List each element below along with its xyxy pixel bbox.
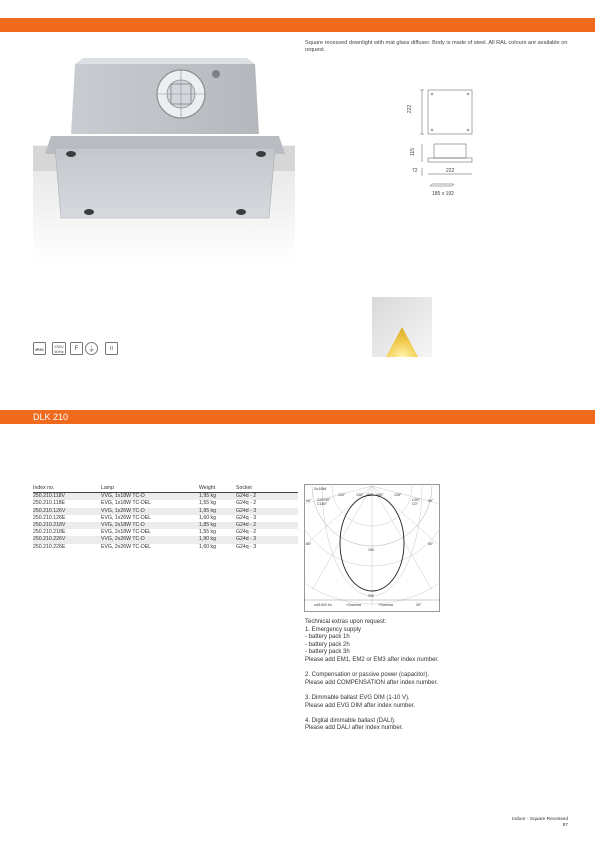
table-row	[33, 493, 298, 500]
earth-icon: ⏚	[85, 342, 98, 355]
cell-weight: 1,90 kg	[199, 536, 217, 543]
cell-socket: G24d - 3	[236, 536, 257, 543]
dim-top-label: 222	[407, 104, 414, 114]
cell-index: 250.210.126V	[33, 507, 66, 514]
cell-weight: 1,55 kg	[199, 500, 217, 507]
product-photo	[33, 36, 295, 262]
table-header	[33, 485, 298, 493]
light-distribution-illustration	[372, 297, 432, 357]
cell-weight: 1,60 kg	[199, 543, 217, 550]
cell-lamp: VVG, 1x18W TC-D	[101, 493, 145, 500]
polar-angle-right-mid: 60°	[428, 542, 434, 546]
polar-gamma-right: +Gamma	[378, 603, 393, 607]
polar-c-right-1: C90°	[412, 498, 421, 502]
tech-line: Please add DALI after index number.	[305, 725, 404, 732]
cell-lamp: EVG, 1x18W TC-DEL	[101, 500, 152, 507]
polar-angle-top-1: 120°	[338, 493, 346, 497]
cell-weight: 1,95 kg	[199, 507, 217, 514]
dim-side-label: 72	[412, 168, 418, 174]
table-row	[33, 536, 298, 543]
tech-line: 3. Dimmable ballast EVG DIM (1-10 V).	[305, 694, 410, 701]
polar-angle-right-top: 90°	[428, 499, 434, 503]
cell-weight: 1,85 kg	[199, 521, 217, 528]
table-row	[33, 515, 298, 522]
polar-c-right-2: C0°	[412, 502, 419, 506]
dim-bottom-label: 222	[446, 168, 455, 174]
polar-angle-top-4: 180°	[376, 493, 384, 497]
class-icon: II	[105, 342, 118, 355]
polar-unit: cd/1000 lm	[314, 603, 332, 607]
cell-index: 250.210.118V	[33, 493, 65, 500]
cell-weight: 1,95 kg	[199, 493, 217, 500]
polar-ring-300: 300	[368, 594, 374, 598]
cell-socket: G24q - 3	[236, 543, 257, 550]
header-accent-bar	[0, 18, 595, 32]
tech-line: - battery pack 3h	[305, 649, 350, 656]
header-socket: Socket	[236, 485, 252, 491]
dim-height-label: 115	[409, 148, 416, 156]
cell-lamp: EVG, 2x26W TC-DEL	[101, 543, 152, 550]
table-row	[33, 544, 298, 551]
polar-angle-top-5: 135°	[394, 493, 402, 497]
cell-socket: G24q - 2	[236, 500, 257, 507]
voltage-icon: 230V 50Hz	[52, 342, 66, 355]
tech-line: Please add COMPENSATION after index number.	[305, 679, 438, 686]
polar-angle-left-mid: 60°	[306, 542, 312, 546]
header-weight: Weight	[199, 485, 216, 491]
polar-ring-150: 150	[368, 548, 374, 552]
table-row	[33, 522, 298, 529]
polar-distribution-diagram	[304, 484, 440, 612]
page-footer	[512, 817, 568, 829]
cell-index: 250.210.226E	[33, 543, 66, 550]
cell-index: 250.210.126E	[33, 514, 66, 521]
cell-lamp: EVG, 1x26W TC-DEL	[101, 514, 152, 521]
product-title: DLK 210	[33, 412, 69, 422]
tech-line: 1. Emergency supply	[305, 626, 362, 633]
table-body	[33, 493, 298, 551]
tech-line: 4. Digital dimmable ballast (DALI).	[305, 717, 396, 724]
header-index: Index no.	[33, 485, 55, 491]
technical-extras	[305, 619, 505, 733]
polar-angle-top-2: 135°	[356, 493, 364, 497]
table-row	[33, 500, 298, 507]
dimension-drawing	[400, 88, 490, 208]
polar-angle-left-top: 90°	[306, 499, 312, 503]
tech-line: Please add EVG DIM after index number.	[305, 702, 416, 709]
f-mark-icon: F	[70, 342, 83, 355]
cell-index: 250.210.218E	[33, 529, 66, 536]
header-lamp: Lamp	[101, 485, 114, 491]
tech-line: Please add EM1, EM2 or EM3 after index number.	[305, 656, 439, 663]
ip20-icon: IP20	[33, 342, 46, 355]
polar-gamma-left: +Gamma	[346, 603, 361, 607]
product-table	[33, 485, 298, 551]
polar-lamp-label: 2x18W	[314, 486, 327, 491]
tech-line: - battery pack 1h	[305, 634, 350, 641]
polar-c-left-1: C0/C90°	[317, 498, 331, 502]
polar-c-left-2: C180°	[317, 502, 328, 506]
table-row	[33, 529, 298, 536]
footer-section: Indoor - Square Recessed	[512, 817, 568, 822]
cell-index: 250.210.218V	[33, 521, 66, 528]
table-row	[33, 508, 298, 515]
page-number: 87	[562, 823, 568, 828]
cell-weight: 1,55 kg	[199, 529, 217, 536]
tech-line: 2. Compensation or passive power (capacitor).	[305, 672, 430, 679]
product-description: Square recessed downlight with mat glass diffuser. Body is made of steel. All RAL colours are available on request.	[305, 40, 568, 53]
cell-lamp: VVG, 1x26W TC-D	[101, 507, 145, 514]
cell-lamp: VVG, 2x26W TC-D	[101, 536, 145, 543]
cutout-label: 185 x 192	[432, 191, 454, 197]
cell-socket: G24d - 2	[236, 521, 257, 528]
polar-angle-bottom: 30°	[416, 603, 422, 607]
cell-index: 250.210.118E	[33, 500, 65, 507]
cell-lamp: EVG, 2x18W TC-DEL	[101, 529, 152, 536]
tech-line: - battery pack 2h	[305, 641, 350, 648]
cell-socket: G24d - 3	[236, 507, 257, 514]
polar-angle-top-3: 180°	[366, 493, 374, 497]
cell-socket: G24d - 2	[236, 493, 257, 500]
cell-weight: 1,60 kg	[199, 514, 217, 521]
cell-socket: G24q - 2	[236, 529, 257, 536]
product-title-bar	[0, 410, 595, 424]
cell-socket: G24q - 3	[236, 514, 257, 521]
tech-line: Technical extras upon request:	[305, 619, 387, 625]
cell-index: 250.210.226V	[33, 536, 66, 543]
cell-lamp: VVG, 2x18W TC-D	[101, 521, 145, 528]
